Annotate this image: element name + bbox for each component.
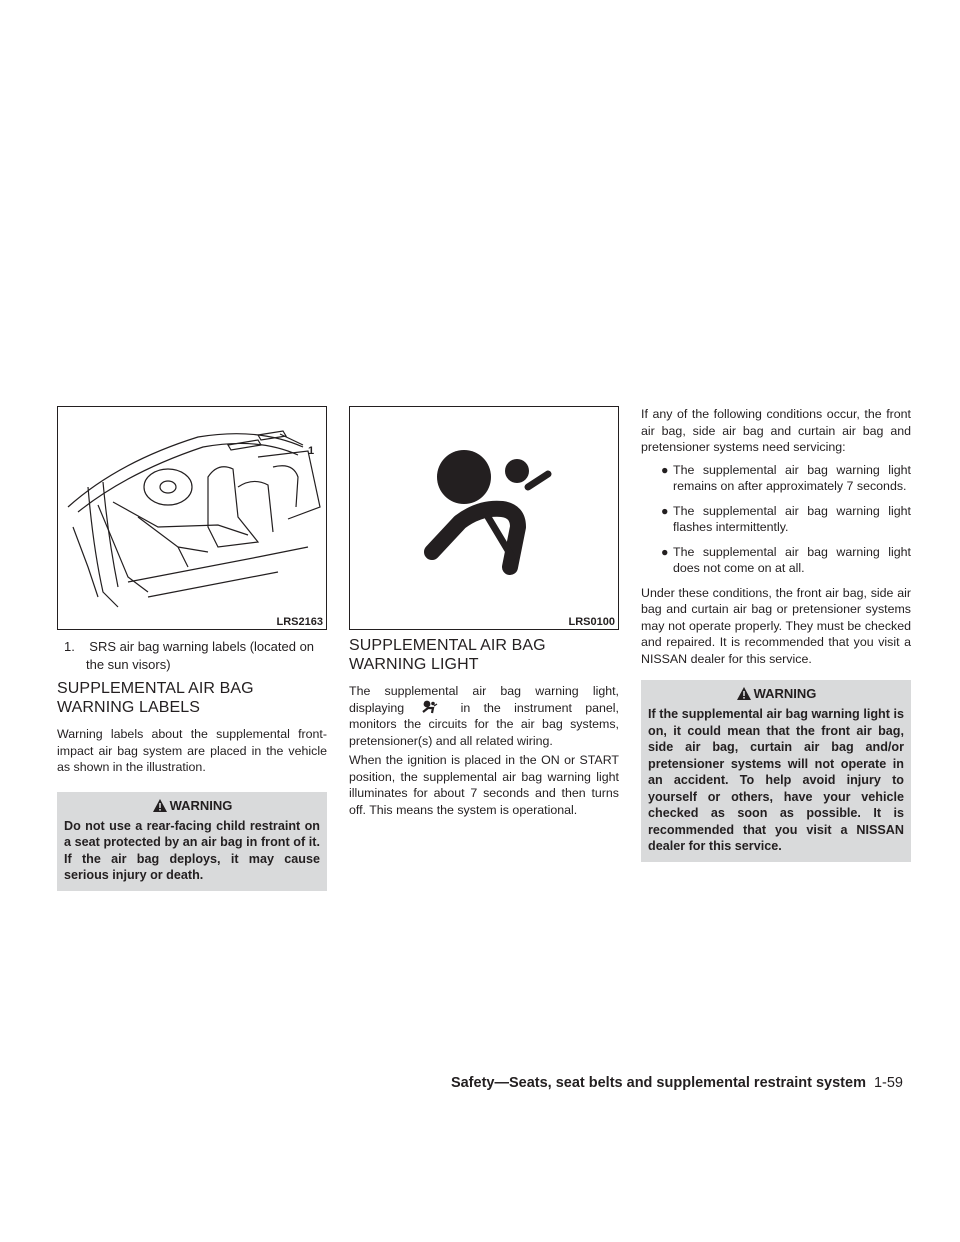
bullet-icon: ● bbox=[661, 503, 669, 518]
warning-triangle-icon bbox=[152, 798, 168, 813]
column-left bbox=[57, 406, 327, 891]
light-p1-before: The supplemental air bag warning light, displaying bbox=[349, 684, 619, 715]
list-item-text: The supplemental air bag warning light flashes intermittently. bbox=[673, 503, 911, 534]
callout-number: 1. bbox=[64, 639, 75, 654]
column-middle bbox=[349, 406, 619, 821]
page-footer bbox=[451, 1075, 903, 1091]
callout-text: SRS air bag warning labels (located on the sun visors) bbox=[86, 639, 315, 672]
servicing-conditions-list bbox=[641, 462, 911, 577]
figure-code: LRS2163 bbox=[276, 616, 323, 628]
figure-callout-number: 1 bbox=[308, 445, 315, 457]
servicing-intro: If any of the following conditions occur, the front air bag, side air bag and curtain air bag and pretensioner systems need servicing: bbox=[641, 407, 911, 454]
warning-box-child-restraint bbox=[57, 792, 327, 891]
light-p1-after: in the instrument panel, monitors the circuits for the air bag systems, pretensioner(s) and all related wiring. bbox=[349, 700, 619, 748]
list-item-text: The supplemental air bag warning light remains on after approximately 7 seconds. bbox=[673, 462, 911, 493]
warning-text: If the supplemental air bag warning light is on, it could mean that the front air bag, side air bag, curtain air bag and/or pretensioner systems will not operate in an accident. To help avoid injury to yourself or others, have your vehicle checked as soon as possible. It is recommended that you visit a NISSAN dealer for this service. bbox=[648, 707, 904, 853]
section-heading-labels: SUPPLEMENTAL AIR BAG WARNING LABELS bbox=[57, 680, 254, 716]
warning-header bbox=[648, 680, 904, 706]
warning-text: Do not use a rear-facing child restraint on a seat protected by an air bag in front of it. If the air bag deploys, it may cause serious injury or death. bbox=[64, 818, 320, 882]
light-paragraph-2: When the ignition is placed in the ON or START position, the supplemental air bag warning light illuminates for about 7 seconds and then turns off. This means the system is operational. bbox=[349, 753, 619, 817]
car-interior-illustration bbox=[58, 407, 326, 629]
airbag-symbol-illustration bbox=[350, 407, 618, 629]
list-item bbox=[641, 544, 911, 577]
bullet-icon: ● bbox=[661, 462, 669, 477]
list-item bbox=[641, 462, 911, 495]
list-item bbox=[641, 503, 911, 536]
airbag-warning-light-figure bbox=[349, 406, 619, 630]
list-item-text: The supplemental air bag warning light does not come on at all. bbox=[673, 544, 911, 575]
column-right bbox=[641, 406, 911, 862]
warning-header bbox=[64, 792, 320, 818]
servicing-paragraph: Under these conditions, the front air bag, side air bag and curtain air bag or pretensioner systems may not operate properly. They must be checked and repaired. It is recommended that you visit a NISSAN dealer for this service. bbox=[641, 585, 911, 666]
warning-title: WARNING bbox=[753, 686, 817, 701]
labels-paragraph: Warning labels about the supplemental front-impact air bag system are placed in the vehicle as shown in the illustration. bbox=[57, 727, 327, 774]
footer-section-title: Safety—Seats, seat belts and supplemental restraint system bbox=[450, 1075, 866, 1091]
vehicle-interior-figure bbox=[57, 406, 327, 630]
figure-callout bbox=[57, 638, 327, 674]
warning-triangle-icon bbox=[736, 686, 752, 701]
bullet-icon: ● bbox=[661, 544, 669, 559]
section-heading-light: SUPPLEMENTAL AIR BAG WARNING LIGHT bbox=[349, 637, 546, 673]
page-number: 1-59 bbox=[873, 1075, 903, 1091]
warning-title: WARNING bbox=[169, 797, 233, 813]
airbag-warning-icon bbox=[417, 700, 447, 714]
warning-box-warning-light bbox=[641, 680, 911, 862]
figure-code: LRS0100 bbox=[568, 616, 615, 628]
light-paragraph-1 bbox=[349, 683, 619, 749]
